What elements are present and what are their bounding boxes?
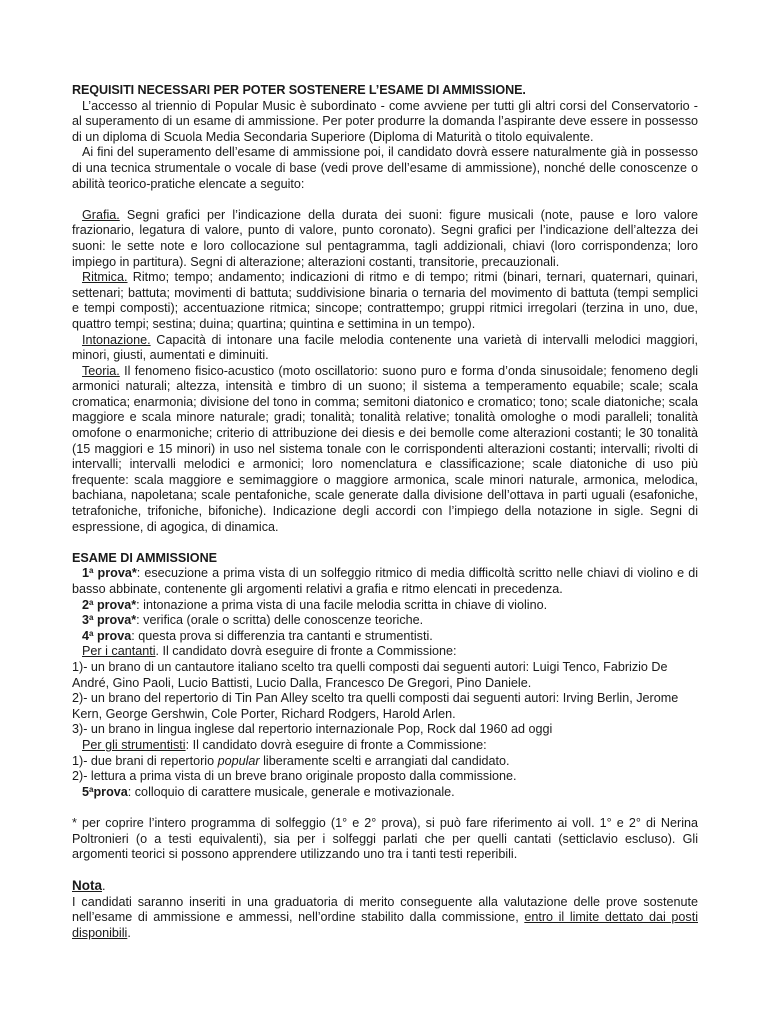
requirement-text: Segni grafici per l’indicazione della durata dei suoni: figure musicali (note, pause e loro valore frazionario, legatura di valore, punto di valore, punto coronato). Segni grafici per l’indicazione dell’altezza dei suoni: le sette note e loro collocazione sul pentagramma, tagli addizionali, chiavi (loro corrispondenza; loro impiego in partitura). Segni di alterazione; alterazioni costanti, transitorie, precauzionali. [72, 207, 698, 269]
requirement-label: Intonazione. [82, 332, 151, 347]
requirement-label: Teoria. [82, 363, 120, 378]
prova-text: : esecuzione a prima vista di un solfeggio ritmico di media difficoltà scritto nelle chiavi di violino e di basso abbinate, contenente gli argomenti relativi a grafia e ritmo elencati in precedenza. [72, 566, 698, 596]
list-item: 1)- due brani di repertorio popular liberamente scelti e arrangiati dal candidato. [72, 753, 510, 768]
prova-number: 2$^a$ prova* [82, 597, 137, 612]
strumentisti-heading: Per gli strumentisti: Il candidato dovrà eseguire di fronte a Commissione: [82, 737, 487, 752]
prova-2 [72, 598, 698, 614]
exam-section-title: ESAME DI AMMISSIONE [72, 550, 218, 565]
requirement-label: Ritmica. [82, 270, 128, 285]
list-item: 1)- un brano di un cantautore italiano scelto tra quelli composti dai seguenti autori: Luigi Tenco, Fabrizio De André, Gino Paoli, Lucio Battisti, Lucio Dalla, Francesco De Gregori, Pino Daniele. [72, 659, 668, 690]
prova-text: : colloquio di carattere musicale, generale e motivazionale. [127, 784, 455, 799]
spacer [72, 192, 698, 208]
cantanti-label: Per i cantanti [82, 644, 156, 659]
prova-1 [72, 566, 698, 597]
prova-text: : verifica (orale o scritta) delle conoscenze teoriche. [136, 613, 424, 628]
nota-heading: Nota. [72, 878, 106, 894]
prova-number: 3$^a$ prova* [82, 613, 137, 628]
nota-paragraph: I candidati saranno inseriti in una graduatoria di merito conseguente alla valutazione delle prove sostenute nell’esame di ammissione e ammessi, nell’ordine stabilito dalla commissione, entro il limite dettato dai posti disponibili. [72, 894, 698, 941]
spacer [72, 800, 698, 816]
requirement-label: Grafia. [82, 207, 120, 222]
cantanti-heading: Per i cantanti. Il candidato dovrà eseguire di fronte a Commissione: [82, 644, 457, 659]
prova-number: 5$^a$prova [82, 784, 128, 799]
prova-text: : questa prova si differenzia tra cantanti e strumentisti. [131, 628, 433, 643]
prova-text: : intonazione a prima vista di una facile melodia scritta in chiave di violino. [136, 597, 548, 612]
requirement-ritmica [72, 270, 698, 332]
prova-3 [72, 613, 698, 629]
requirement-teoria [72, 364, 698, 536]
requirement-grafia [72, 208, 698, 270]
spacer [72, 863, 698, 879]
page-title: REQUISITI NECESSARI PER POTER SOSTENERE L’ESAME DI AMMISSIONE. [72, 83, 526, 97]
requirement-intonazione [72, 333, 698, 364]
document-page [72, 83, 698, 942]
prova-4 [72, 629, 698, 645]
spacer [72, 535, 698, 551]
strumentisti-label: Per gli strumentisti [82, 737, 186, 752]
prova-number: 4$^a$ prova [82, 628, 132, 643]
requirement-text: Ritmo; tempo; andamento; indicazioni di ritmo e di tempo; ritmi (binari, ternari, quaternari, quinari, settenari; battuta; movimenti di battuta; suddivisione binaria o ternaria del movimento di battuta (tempi semplici e tempi composti); accentuazione ritmica; sincope; contrattempo; gruppi ritmici irregolari (terzina in uno, due, quattro tempi; sestina; duina; quartina; quintina e settimina in un tempo). [72, 270, 698, 331]
prova-5 [72, 785, 698, 801]
list-item: 2)- lettura a prima vista di un breve brano originale proposto dalla commissione. [72, 769, 517, 784]
prova-number: 1$^a$ prova* [82, 566, 137, 581]
list-item: 3)- un brano in lingua inglese dal repertorio internazionale Pop, Rock dal 1960 ad oggi [72, 722, 553, 737]
list-item: 2)- un brano del repertorio di Tin Pan Alley scelto tra quelli composti dai seguenti autori: Irving Berlin, Jerome Kern, George Gershwin, Cole Porter, Richard Rodgers, Harold Arlen. [72, 691, 679, 721]
intro-paragraph-2: Ai fini del superamento dell’esame di ammissione poi, il candidato dovrà essere naturalmente già in possesso di una tecnica strumentale o vocale di base (vedi prove dell’esame di ammissione), nonché delle conoscenze o abilità teorico-pratiche elencate a seguito: [72, 145, 698, 191]
intro-paragraph-1: L’accesso al triennio di Popular Music è subordinato - come avviene per tutti gli altri corsi del Conservatorio - al superamento di un esame di ammissione. Per poter produrre la domanda l’aspirante deve essere in possesso di un diploma di Scuola Media Secondaria Superiore (Diploma di Maturità o titolo equivalente. [72, 98, 698, 144]
nota-underlined: entro il limite dettato dai posti disponibili [72, 910, 698, 941]
requirement-text: Il fenomeno fisico-acustico (moto oscillatorio: suono puro e forma d’onda sinusoidale; fenomeno degli armonici naturali; altezza, intensità e timbro di un suono; il sistema a temperamento equabile; scale; scala cromatica; enarmonia; divisione del tono in comma; semitoni diatonico e cromatico; tono; scale diatoniche; scala maggiore e scala minore naturale; gradi; tonalità; tonalità relative; tonalità omologhe o modi paralleli; tonalità omofone o enarmoniche; criterio di attribuzione dei diesis e dei bemolle come alterazioni costanti; le 30 tonalità (15 maggiori e 15 minori) in uso nel sistema tonale con le corrispondenti alterazioni costanti; intervalli; rivolti di intervalli; intervalli melodici e armonici; loro nomenclatura e classificazione; scale diatoniche di uso più frequente: scala maggiore e semimaggiore o maggiore armonica, scale minori naturale, armonica, melodica, bachiana, napoletana; scale pentafoniche, scale generate dalla divisione dell’ottava in parti uguali (esafoniche, tetrafoniche, trifoniche, bifoniche). Indicazione degli accordi con l’impiego della notazione in sigle. Segni di espressione, di agogica, di dinamica. [72, 363, 698, 534]
requirement-text: Capacità di intonare una facile melodia contenente una varietà di intervalli melodici maggiori, minori, giusti, aumentati e diminuiti. [72, 332, 698, 363]
footnote: * per coprire l’intero programma di solfeggio (1° e 2° prova), si può fare riferimento ai voll. 1° e 2° di Nerina Poltronieri (o a testi equivalenti), sia per i solfeggi parlati che per quelli cantati (setticlavio escluso). Gli argomenti teorici si possono apprendere utilizzando uno tra i tanti testi reperibili. [72, 815, 698, 862]
